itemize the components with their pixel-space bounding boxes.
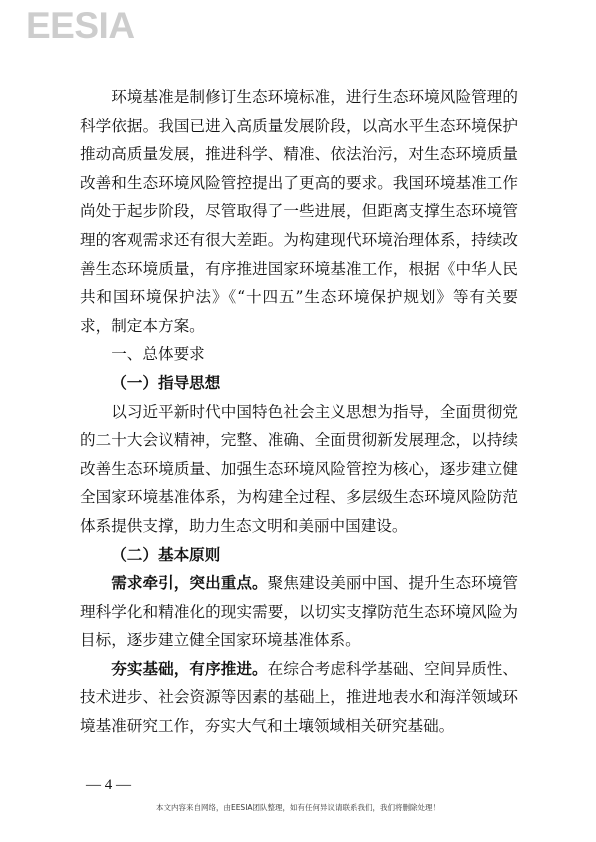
subsection-heading-guiding-ideology: （一）指导思想	[111, 372, 221, 392]
principle-text: 在综合考虑科学基础、空间异质性、技术进步、社会资源等因素的基础上，推进地表水和海洋领域环境基准研究工作，夯实大气和土壤领域相关研究基础。	[80, 659, 518, 736]
principle-paragraph-solid-foundation	[80, 655, 518, 741]
document-body	[80, 83, 518, 741]
subsection-heading-basic-principles: （二）基本原则	[111, 544, 221, 564]
principle-title: 夯实基础，有序推进。	[111, 658, 268, 678]
footer-note: 本文内容来自网络，由EESIA团队整理，如有任何异议请联系我们，我们将删除处理！	[155, 803, 441, 812]
section-heading-general-requirements: 一、总体要求	[111, 345, 205, 364]
page-number: — 4 —	[86, 777, 131, 793]
principle-text: 聚焦建设美丽中国、提升生态环境管理科学化和精准化的现实需要，以切实支撑防范生态环境风险为目标，逐步建立健全国家环境基准体系。	[80, 574, 518, 650]
intro-paragraph: 环境基准是制修订生态环境标准，进行生态环境风险管理的科学依据。我国已进入高质量发展阶段，以高水平生态环境保护推动高质量发展，推进科学、精准、依法治污，对生态环境质量改善和生态环境风险管控提出了更高的要求。我国环境基准工作尚处于起步阶段，尽管取得了一些进展，但距离支撑生态环境管理的客观需求还有很大差距。为构建现代环境治理体系，持续改善生态环境质量，有序推进国家环境基准工作，根据《中华人民共和国环境保护法》《“十四五”生态环境保护规划》等有关要求，制定本方案。	[80, 88, 518, 335]
principle-paragraph-demand-driven	[80, 569, 518, 655]
guiding-ideology-paragraph: 以习近平新时代中国特色社会主义思想为指导，全面贯彻党的二十大会议精神，完整、准确、全面贯彻新发展理念，以持续改善生态环境质量、加强生态环境风险管控为核心，逐步建立健全国家环境基准体系，为构建全过程、多层级生态环境风险防范体系提供支撑，助力生态文明和美丽中国建设。	[80, 402, 518, 535]
eesia-logo: EESIA	[26, 5, 135, 46]
principle-title: 需求牵引，突出重点。	[111, 573, 268, 593]
